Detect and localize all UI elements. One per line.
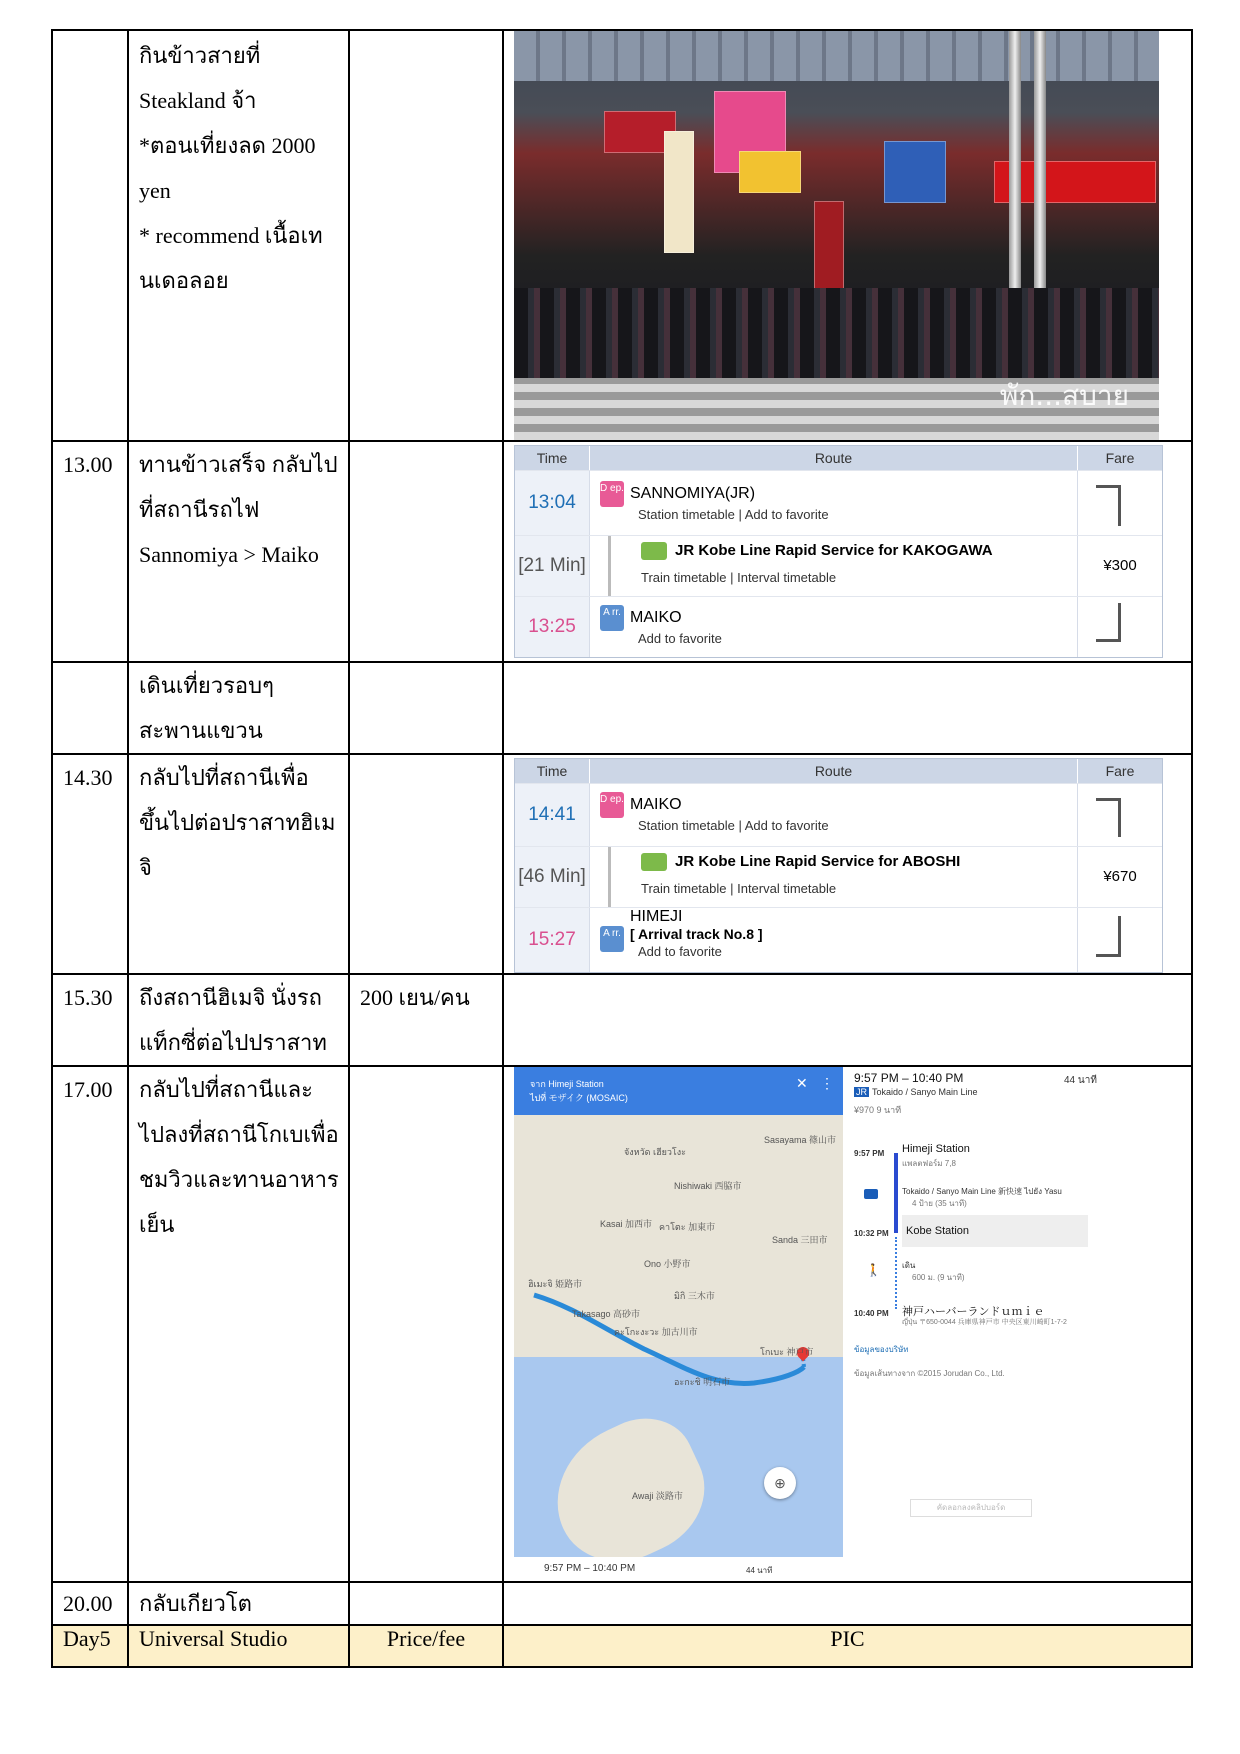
map-label: ฮิเมะจิ 姫路市: [528, 1279, 583, 1289]
pic-cell: [503, 1582, 1192, 1625]
price-cell: [349, 441, 503, 662]
favorite-link[interactable]: Add to favorite: [638, 944, 722, 959]
map-label: อะกะชิ 明石市: [674, 1377, 731, 1387]
travel-duration: [46 Min]: [515, 847, 590, 907]
photo-watermark: พัก...สบาย: [999, 379, 1129, 412]
arrival-station: HIMEJI: [630, 908, 683, 925]
route-header-time: Time: [515, 759, 590, 783]
pic-header: PIC: [503, 1625, 1192, 1667]
map-label: โกเบะ 神戸市: [760, 1347, 814, 1357]
walk-icon: 🚶: [866, 1263, 881, 1277]
directions-screenshot: [514, 1067, 1159, 1576]
train-links[interactable]: Train timetable | Interval timetable: [641, 570, 837, 586]
map-label: มิกิ 三木市: [674, 1291, 715, 1301]
price-cell: [349, 30, 503, 441]
directions-header: [514, 1067, 843, 1115]
table-row: [52, 662, 1192, 754]
price-cell: [349, 754, 503, 974]
map-label: Kasai 加西市: [600, 1219, 653, 1229]
route-map: [514, 1067, 843, 1557]
my-location-button[interactable]: ⊕: [764, 1467, 796, 1499]
time-cell: 14.30: [52, 754, 128, 974]
day-header-row: [52, 1625, 1192, 1667]
pic-cell: [503, 1066, 1192, 1582]
table-row: [52, 1066, 1192, 1582]
walk-label: เดิน: [902, 1261, 916, 1270]
arrival-station: MAIKO: [630, 609, 682, 627]
map-label: Takasago 高砂市: [572, 1309, 641, 1319]
departure-station: MAIKO: [630, 796, 682, 814]
map-label: Sasayama 篠山市: [764, 1135, 837, 1145]
price-cell: [349, 1066, 503, 1582]
time-cell: [52, 30, 128, 441]
arrival-time: 13:25: [515, 597, 590, 657]
route-header-fare: Fare: [1105, 763, 1135, 779]
favorite-link[interactable]: Add to favorite: [638, 631, 722, 646]
table-row: [52, 441, 1192, 662]
map-label: จังหวัด เฮียวโงะ: [624, 1147, 686, 1157]
arrival-time: 15:27: [515, 908, 590, 972]
itinerary-table: [51, 29, 1193, 1668]
train-service: JR Kobe Line Rapid Service for KAKOGAWA: [675, 542, 993, 560]
map-label: Nishiwaki 西脇市: [674, 1181, 742, 1191]
pic-cell: [503, 974, 1192, 1066]
table-row: [52, 1582, 1192, 1625]
ride-info: Tokaido / Sanyo Main Line 新快速 ไปยัง Yasu: [902, 1187, 1062, 1196]
copyright: ข้อมูลเส้นทางจาก ©2015 Jorudan Co., Ltd.: [854, 1369, 1005, 1378]
travel-duration: [21 Min]: [515, 536, 590, 596]
route-header-route: Route: [590, 446, 1078, 470]
pic-cell: [503, 662, 1192, 754]
activity-cell: ทานข้าวเสร็จ กลับไป ที่สถานีรถไฟ Sannomiya > Maiko: [128, 441, 349, 662]
departure-station: SANNOMIYA(JR): [630, 485, 756, 503]
price-cell: [349, 662, 503, 754]
map-label: Ono 小野市: [644, 1259, 691, 1269]
map-label: Awaji 淡路市: [632, 1491, 683, 1501]
time-cell: 20.00: [52, 1582, 128, 1625]
price-header: Price/fee: [349, 1625, 503, 1667]
table-row: [52, 974, 1192, 1066]
trip-duration: 44 นาที: [1064, 1075, 1097, 1086]
price-cell: [349, 1582, 503, 1625]
stop-name: 神戸ハーバーランドｕｍｉｅ: [902, 1306, 1045, 1318]
steakland-photo: [514, 31, 1159, 440]
ride-sub: 4 ป้าย (35 นาที): [912, 1199, 967, 1208]
close-icon[interactable]: ✕: [796, 1075, 808, 1091]
train-service: JR Kobe Line Rapid Service for ABOSHI: [675, 853, 961, 871]
time-cell: [52, 662, 128, 754]
day-title: Universal Studio: [128, 1625, 349, 1667]
map-label: Sanda 三田市: [772, 1235, 828, 1245]
time-cell: 15.30: [52, 974, 128, 1066]
route-header-route: Route: [590, 759, 1078, 783]
stop-time: 9:57 PM: [854, 1149, 885, 1158]
activity-cell: ถึงสถานีฮิเมจิ นั่งรถ แท็กซี่ต่อไปปราสาท: [128, 974, 349, 1066]
arrival-badge: A rr.: [600, 926, 624, 952]
station-links[interactable]: Station timetable | Add to favorite: [638, 818, 829, 833]
activity-cell: กลับไปที่สถานีและ ไปลงที่สถานีโกเบเพื่อ ชมวิวและทานอาหาร เย็น: [128, 1066, 349, 1582]
jr-icon: [864, 1189, 878, 1199]
route-header-fare: Fare: [1105, 450, 1135, 466]
route-table-sannomiya-maiko: [514, 445, 1163, 658]
route-header-time: Time: [515, 446, 590, 470]
stop-sub: ญี่ปุ่น 〒650-0044 兵庫県神戸市 中央区東川崎町1-7-2: [902, 1319, 1067, 1326]
time-range: 9:57 PM – 10:40 PM: [854, 1071, 964, 1085]
jr-icon: JR: [856, 1087, 867, 1097]
arrival-track: [ Arrival track No.8 ]: [630, 926, 763, 942]
price-cell: 200 เยน/คน: [349, 974, 503, 1066]
stop-time: 10:40 PM: [854, 1309, 889, 1318]
departure-badge: D ep.: [600, 481, 624, 507]
departure-time: 14:41: [515, 784, 590, 846]
activity-cell: เดินเที่ยวรอบๆ สะพานแขวน: [128, 662, 349, 754]
map-label: คาโตะ 加東市: [659, 1222, 716, 1232]
time-cell: 17.00: [52, 1066, 128, 1582]
route-table-maiko-himeji: [514, 758, 1163, 973]
departure-badge: D ep.: [600, 792, 624, 818]
transit-details-panel: [854, 1067, 1159, 1576]
train-links[interactable]: Train timetable | Interval timetable: [641, 881, 837, 897]
line-summary: JR Tokaido / Sanyo Main Line: [856, 1087, 978, 1097]
day-label: Day5: [52, 1625, 128, 1667]
stop-name: Kobe Station: [906, 1225, 969, 1237]
station-links[interactable]: Station timetable | Add to favorite: [638, 507, 829, 522]
origin-label: จาก Himeji Station: [530, 1079, 604, 1089]
fare-value: ¥300: [1077, 536, 1162, 596]
train-icon: [641, 542, 667, 560]
departure-time: 13:04: [515, 471, 590, 535]
itinerary-sheet: [51, 29, 1191, 1668]
train-icon: [641, 853, 667, 871]
arrival-badge: A rr.: [600, 605, 624, 631]
activity-cell: กินข้าวสายที่ Steakland จ้า *ตอนเที่ยงลด 2000 yen * recommend เนื้อเท นเดอลอย: [128, 30, 349, 441]
fare-walk: ¥970 9 นาที: [854, 1105, 902, 1115]
stop-name: Himeji Station: [902, 1143, 970, 1155]
map-label: คะโกะงะวะ 加古川市: [614, 1327, 698, 1337]
time-cell: 13.00: [52, 441, 128, 662]
pic-cell: [503, 30, 1192, 441]
table-row: [52, 754, 1192, 974]
stop-sub: แพลตฟอร์ม 7,8: [902, 1159, 956, 1168]
cropped-summary: 9:57 PM – 10:40 PM: [544, 1563, 636, 1574]
destination-label: ไปที่ モザイク (MOSAIC): [530, 1093, 628, 1103]
company-info-link[interactable]: ข้อมูลของบริษัท: [854, 1345, 909, 1354]
activity-cell: กลับไปที่สถานีเพื่อ ขึ้นไปต่อปราสาทฮิเม จิ: [128, 754, 349, 974]
pic-cell: [503, 441, 1192, 662]
activity-cell: กลับเกียวโต: [128, 1582, 349, 1625]
stop-time: 10:32 PM: [854, 1229, 889, 1238]
fare-value: ¥670: [1077, 847, 1162, 907]
more-options-icon[interactable]: ⋮: [820, 1075, 834, 1091]
copy-clipboard-button[interactable]: คัดลอกลงคลิปบอร์ด: [910, 1499, 1032, 1517]
pic-cell: [503, 754, 1192, 974]
table-row: [52, 30, 1192, 441]
cropped-duration: 44 นาที: [746, 1566, 773, 1575]
walk-sub: 600 ม. (9 นาที): [912, 1273, 965, 1282]
